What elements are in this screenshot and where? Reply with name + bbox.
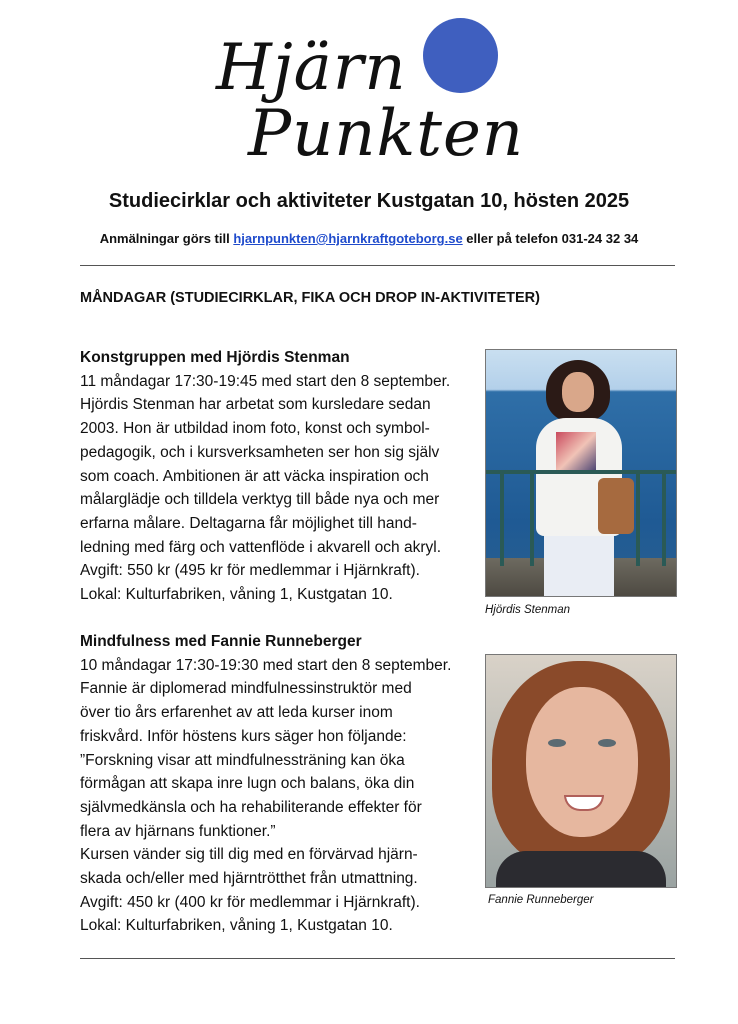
photo-railing-post: [662, 470, 666, 566]
page-title: Studiecirklar och aktiviteter Kustgatan 10, hösten 2025: [108, 190, 630, 212]
course-line: flera av hjärnans funktioner.”: [80, 822, 276, 840]
contact-prefix: Anmälningar görs till: [99, 231, 234, 246]
course-line: 11 måndagar 17:30-19:45 med start den 8 september.: [80, 372, 451, 390]
course-line: Hjördis Stenman har arbetat som kursledare sedan: [80, 396, 431, 414]
course-line: ”Forskning visar att mindfulnessträning kan öka: [80, 751, 405, 769]
course-line: Lokal: Kulturfabriken, våning 1, Kustgatan 10.: [80, 586, 393, 604]
photo-eye: [548, 739, 566, 747]
photo-shirt-print: [556, 432, 596, 474]
hjarnpunkten-logo: [200, 14, 540, 179]
photo-caption: Hjördis Stenman: [485, 604, 571, 616]
course-line: Kursen vänder sig till dig med en förvärvad hjärn-: [80, 846, 418, 864]
course-line: 10 måndagar 17:30-19:30 med start den 8 september.: [80, 656, 452, 674]
photo-hjordis-stenman: [485, 349, 677, 597]
photo-face: [562, 372, 594, 412]
course-line: Avgift: 550 kr (495 kr för medlemmar i Hjärnkraft).: [80, 562, 420, 580]
photo-railing: [486, 470, 676, 474]
contact-suffix: eller på telefon 031-24 32 34: [462, 231, 639, 246]
photo-eye: [598, 739, 616, 747]
course-line: erfarna målare. Deltagarna får möjlighet till hand-: [80, 514, 417, 532]
course-line: som coach. Ambitionen är att väcka inspiration och: [80, 467, 429, 485]
course-line: Fannie är diplomerad mindfulnessinstruktör med: [80, 680, 412, 698]
course-line: pedagogik, och i kursverksamheten ser hon sig själv: [80, 443, 440, 461]
photo-caption: Fannie Runneberger: [488, 894, 594, 906]
course-line: över tio års erfarenhet av att leda kurser inom: [80, 704, 393, 722]
email-link[interactable]: hjarnpunkten@hjarnkraftgoteborg.se: [233, 231, 463, 246]
contact-line: [0, 231, 738, 246]
course-line: Avgift: 450 kr (400 kr för medlemmar i Hjärnkraft).: [80, 893, 420, 911]
course-line: självmedkänsla och ha rehabiliterande effekter för: [80, 798, 422, 816]
day-heading: MÅNDAGAR (STUDIECIRKLAR, FIKA OCH DROP IN-AKTIVITETER): [80, 290, 540, 306]
logo-dot: [423, 18, 498, 93]
course-heading: Konstgruppen med Hjördis Stenman: [80, 349, 350, 366]
course-line: ledning med färg och vattenflöde i akvarell och akryl.: [80, 538, 442, 556]
logo-word-1: Hjärn: [216, 31, 407, 105]
course-konstgruppen: [80, 346, 480, 607]
photo-railing-post: [500, 470, 504, 566]
photo-top: [496, 851, 666, 888]
course-line: friskvård. Inför höstens kurs säger hon följande:: [80, 727, 407, 745]
photo-railing-post: [530, 470, 534, 566]
divider-top: [80, 265, 675, 266]
photo-fannie-runneberger: [485, 654, 677, 888]
photo-bag: [598, 478, 634, 534]
course-line: målarglädje och tilldela verktyg till både nya och mer: [80, 491, 440, 509]
photo-face: [526, 687, 638, 837]
logo-word-2: Punkten: [248, 97, 525, 171]
course-heading: Mindfulness med Fannie Runneberger: [80, 633, 362, 650]
course-mindfulness: [80, 630, 480, 938]
photo-pants: [544, 530, 614, 596]
divider-bottom: [80, 958, 675, 959]
course-line: skada och/eller med hjärntrötthet från utmattning.: [80, 870, 418, 888]
course-line: förmågan att skapa inre lugn och balans, öka din: [80, 775, 415, 793]
photo-railing-post: [636, 470, 640, 566]
course-line: Lokal: Kulturfabriken, våning 1, Kustgatan 10.: [80, 917, 393, 935]
course-line: 2003. Hon är utbildad inom foto, konst och symbol-: [80, 420, 430, 438]
